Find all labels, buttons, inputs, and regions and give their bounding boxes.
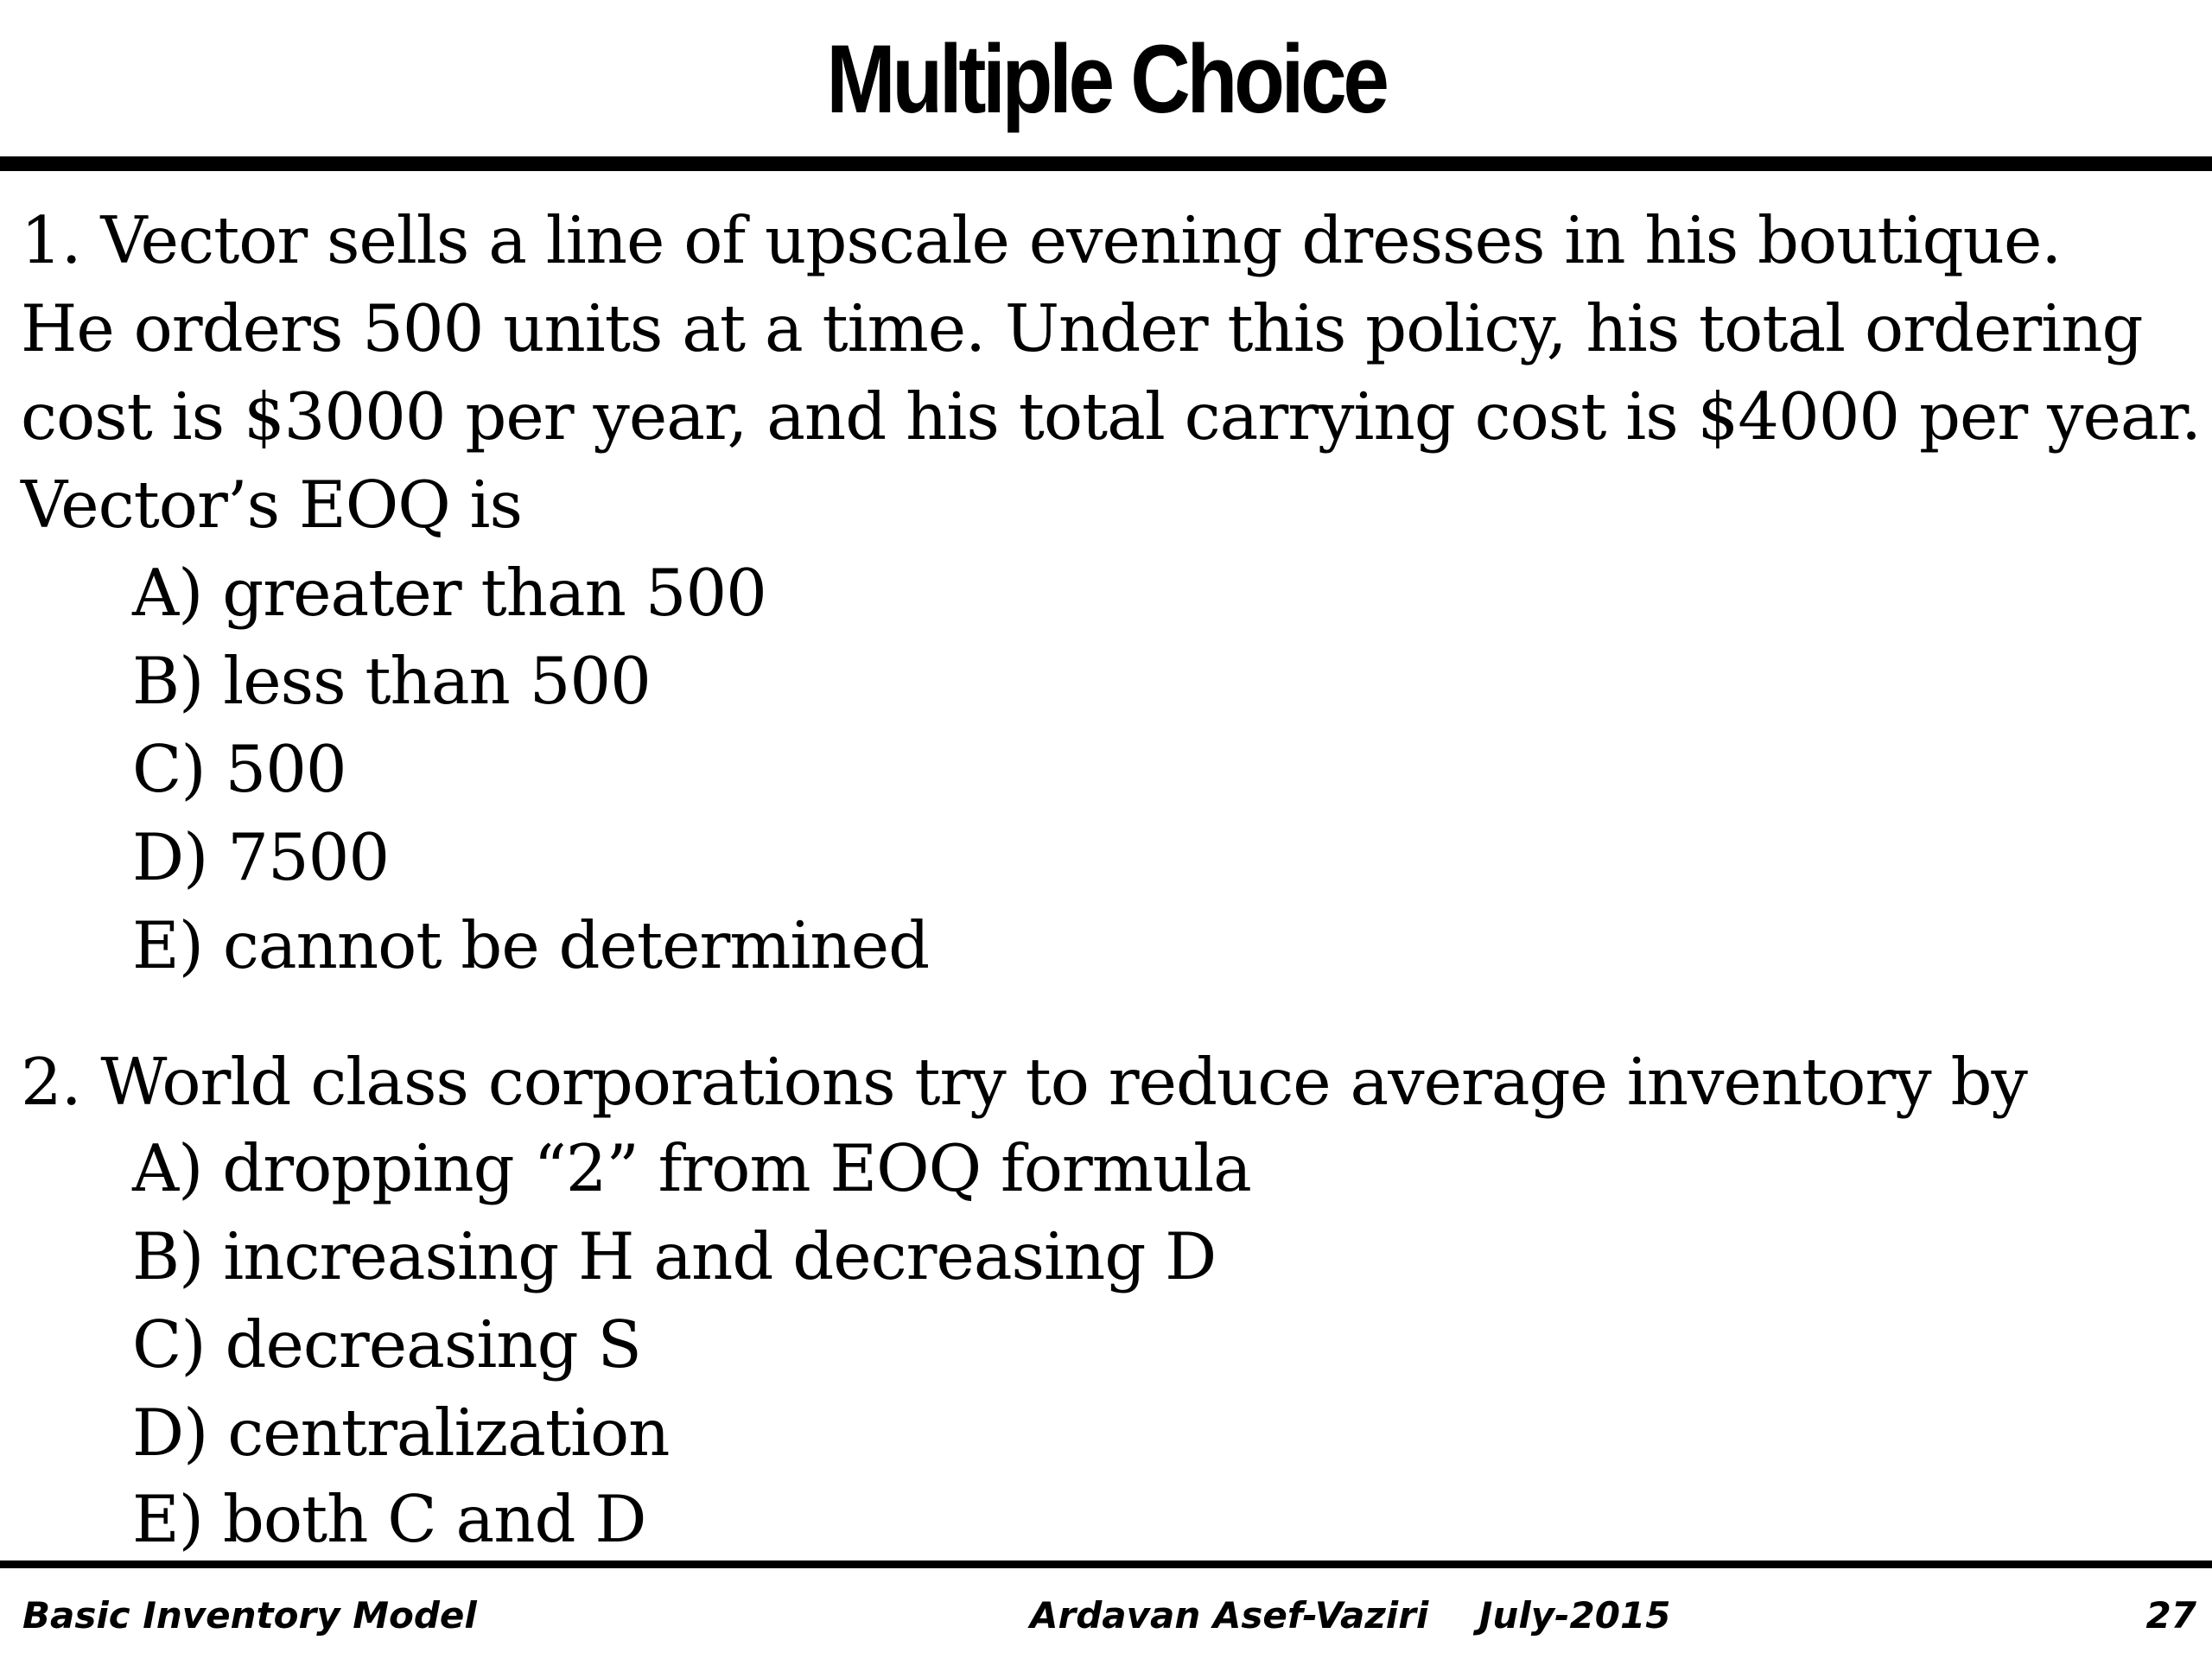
question-2-option-d: D) centralization (132, 1395, 670, 1471)
question-1-option-a: A) greater than 500 (132, 555, 766, 631)
footer-page-number: 27 (2145, 1594, 2196, 1637)
question-1-line-4: Vector’s EOQ is (21, 467, 523, 543)
question-2-line-1: 2. World class corporations try to reduce average inventory by (21, 1044, 2027, 1120)
question-1-option-d: D) 7500 (132, 819, 390, 895)
question-2-option-c: C) decreasing S (132, 1306, 641, 1382)
question-1-option-c: C) 500 (132, 731, 346, 807)
question-2-option-e: E) both C and D (132, 1481, 646, 1557)
question-2-option-a: A) dropping “2” from EOQ formula (132, 1130, 1251, 1206)
question-1-option-b: B) less than 500 (132, 643, 651, 719)
question-1-line-1: 1. Vector sells a line of upscale evening dresses in his boutique. (21, 202, 2062, 278)
slide-title: Multiple Choice (826, 25, 1386, 133)
question-1-line-2: He orders 500 units at a time. Under this policy, his total ordering (21, 290, 2143, 366)
question-1-option-e: E) cannot be determined (132, 907, 930, 983)
footer-author-date: Ardavan Asef-Vaziri July-2015 (1030, 1594, 1671, 1637)
question-2-option-b: B) increasing H and decreasing D (132, 1218, 1217, 1294)
question-1-line-3: cost is $3000 per year, and his total carrying cost is $4000 per year. (21, 378, 2201, 454)
footer-divider (0, 1560, 2212, 1568)
title-divider (0, 156, 2212, 171)
footer-course-title: Basic Inventory Model (22, 1594, 477, 1637)
